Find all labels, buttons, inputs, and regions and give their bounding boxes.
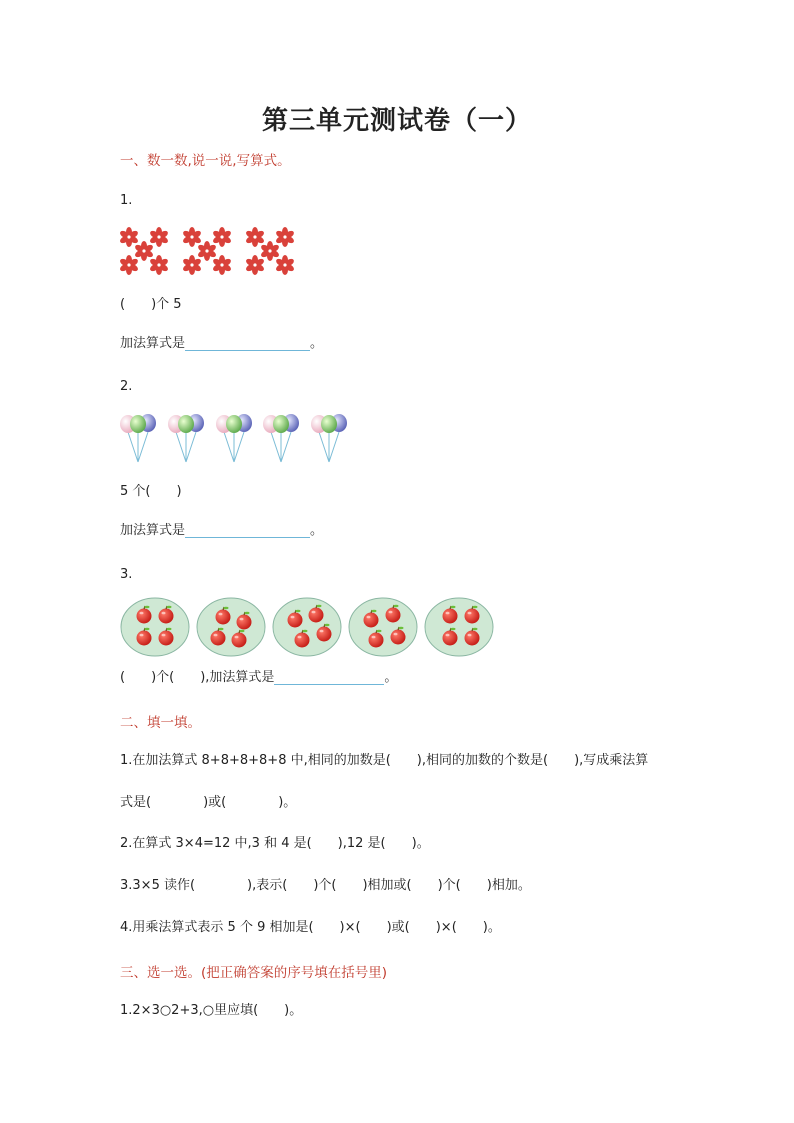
flower-icon xyxy=(182,227,202,247)
apple-plate-1 xyxy=(121,598,189,656)
section-2-q4: 4.用乘法算式表示 5 个 9 相加是( )×( )或( )×( )。 xyxy=(120,920,501,935)
section-3-q1: 1.2×3○2+3,○里应填( )。 xyxy=(120,1003,303,1018)
flower-icon xyxy=(260,241,280,261)
apple-plate-4 xyxy=(349,598,417,656)
flower-icon xyxy=(134,241,154,261)
balloon-group xyxy=(216,414,252,462)
section-2-q2: 2.在算式 3×4=12 中,3 和 4 是( ),12 是( )。 xyxy=(120,836,430,851)
q3-end: 。 xyxy=(384,670,398,685)
flower-group-1 xyxy=(119,227,169,275)
apple-plate-5 xyxy=(425,598,493,656)
q1-end: 。 xyxy=(310,336,324,351)
balloon-picture xyxy=(118,410,353,466)
flower-icon xyxy=(149,255,169,275)
section-2-q1-line-1: 1.在加法算式 8+8+8+8+8 中,相同的加数是( ),相同的加数的个数是( ),写成乘法算 xyxy=(120,753,649,768)
q1-answer-line: ( )个 5 xyxy=(120,297,182,312)
section-2-q1-line-2: 式是( )或( )。 xyxy=(120,795,297,810)
flower-icon xyxy=(197,241,217,261)
q1-number: 1. xyxy=(120,193,133,208)
balloon-group xyxy=(120,414,156,462)
flower-group-2 xyxy=(182,227,232,275)
flower-icon xyxy=(119,227,139,247)
q2-number: 2. xyxy=(120,379,133,394)
section-3-heading: 三、选一选。(把正确答案的序号填在括号里) xyxy=(120,965,388,981)
q2-answer-line: 5 个( ) xyxy=(120,484,182,499)
balloon-group xyxy=(263,414,299,462)
balloon-group xyxy=(168,414,204,462)
flower-group-3 xyxy=(245,227,295,275)
flower-icon xyxy=(275,255,295,275)
q1-answer-blank[interactable] xyxy=(185,338,310,351)
flower-icon xyxy=(182,255,202,275)
flower-icon xyxy=(212,255,232,275)
flower-icon xyxy=(245,255,265,275)
flower-icon xyxy=(212,227,232,247)
section-1-heading: 一、数一数,说一说,写算式。 xyxy=(120,153,291,169)
flower-icon xyxy=(245,227,265,247)
flower-picture xyxy=(118,225,303,277)
q3-answer-blank[interactable] xyxy=(274,672,384,685)
q1-prompt: 加法算式是 xyxy=(120,336,186,351)
apple-plate-2 xyxy=(197,598,265,656)
section-2-q3: 3.3×5 读作( ),表示( )个( )相加或( )个( )相加。 xyxy=(120,878,531,893)
page-title: 第三单元测试卷（一） xyxy=(261,106,532,136)
flower-icon xyxy=(275,227,295,247)
q3-number: 3. xyxy=(120,567,133,582)
q2-end: 。 xyxy=(310,523,324,538)
q2-prompt: 加法算式是 xyxy=(120,523,186,538)
apple-picture xyxy=(118,597,498,659)
q3-answer-line: ( )个( ),加法算式是 xyxy=(120,670,275,685)
balloon-group xyxy=(311,414,347,462)
flower-icon xyxy=(149,227,169,247)
q2-answer-blank[interactable] xyxy=(185,525,310,538)
apple-plate-3 xyxy=(273,598,341,656)
section-2-heading: 二、填一填。 xyxy=(120,715,201,731)
flower-icon xyxy=(119,255,139,275)
